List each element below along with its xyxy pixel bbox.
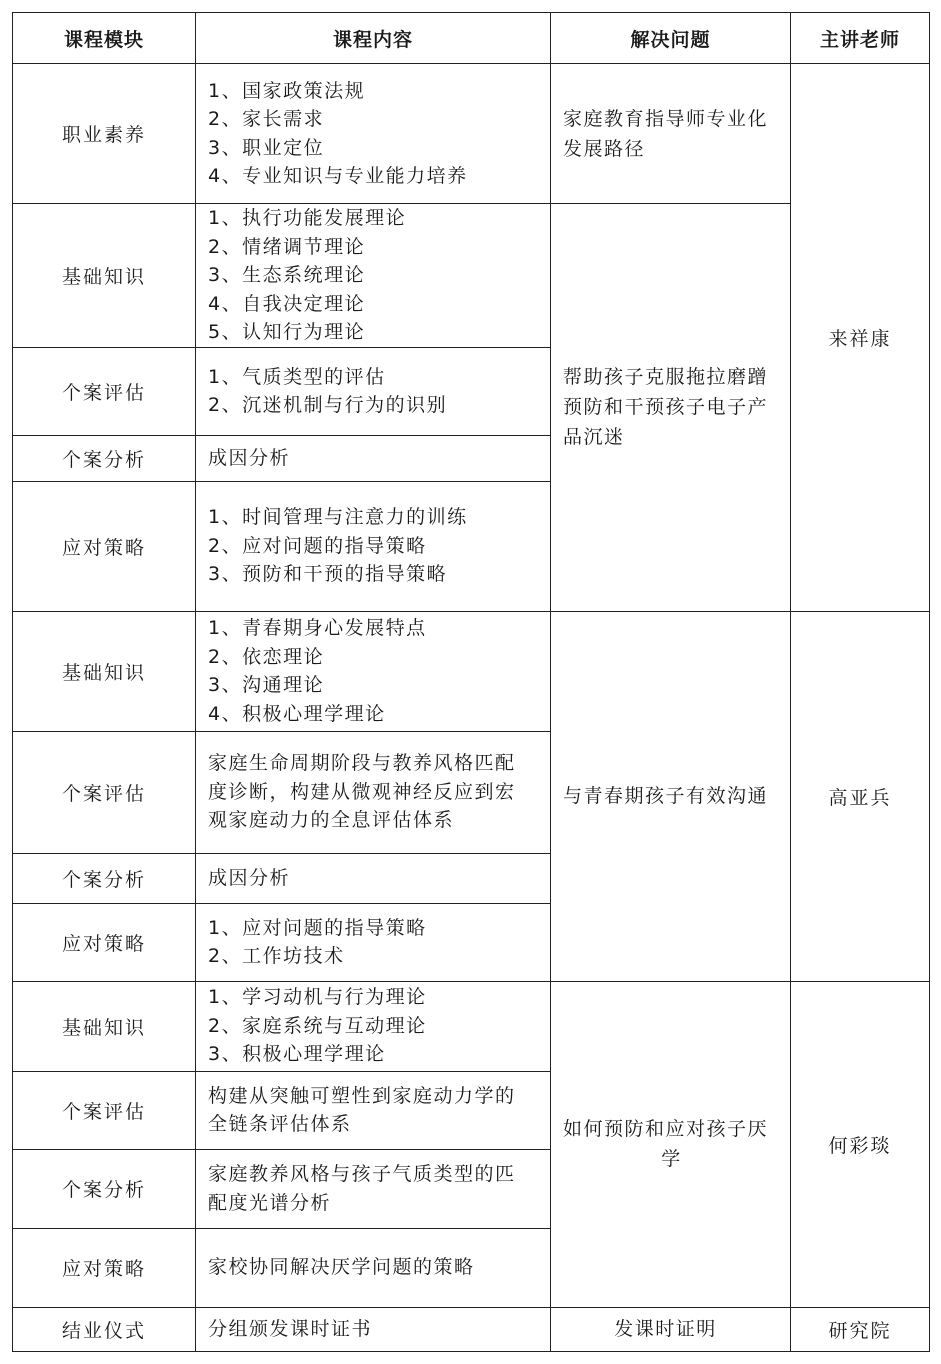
content-line: 2、情绪调节理论 [208, 235, 366, 258]
table-row [13, 611, 930, 731]
content-cell [196, 204, 551, 348]
content-line: 家庭教养风格与孩子气质类型的匹 [208, 1163, 516, 1185]
header-content: 课程内容 [196, 13, 551, 64]
content-line: 1、应对问题的指导策略 [208, 916, 427, 939]
content-line: 1、学习动机与行为理论 [208, 986, 427, 1009]
content-line: 3、预防和干预的指导策略 [208, 563, 448, 586]
teacher-cell: 高亚兵 [791, 611, 930, 981]
problem-line: 帮助孩子克服拖拉磨蹭 [563, 366, 769, 389]
problem-line: 预防和干预孩子电子产 [563, 396, 769, 419]
content-line: 2、沉迷机制与行为的识别 [208, 394, 448, 416]
header-module: 课程模块 [13, 13, 196, 64]
content-line: 3、沟通理论 [208, 674, 325, 696]
header-row [13, 13, 930, 64]
problem-line: 发课时证明 [614, 1318, 717, 1340]
table-row [13, 64, 930, 204]
course-table [12, 12, 930, 1352]
problem-cell [551, 204, 791, 612]
content-line: 成因分析 [208, 866, 291, 889]
content-line: 3、生态系统理论 [208, 264, 366, 286]
content-cell [196, 1071, 551, 1149]
module-cell: 应对策略 [13, 481, 196, 611]
problem-cell [551, 981, 791, 1307]
content-cell [196, 1149, 551, 1228]
teacher-cell: 来祥康 [791, 64, 930, 612]
content-line: 1、国家政策法规 [208, 79, 366, 102]
content-line: 家庭生命周期阶段与教养风格匹配 [208, 752, 516, 775]
content-line: 2、应对问题的指导策略 [208, 534, 427, 557]
module-cell: 应对策略 [13, 903, 196, 981]
content-line: 3、积极心理学理论 [208, 1043, 386, 1066]
content-line: 1、青春期身心发展特点 [208, 617, 427, 639]
module-cell: 个案分析 [13, 1149, 196, 1228]
problem-cell [551, 64, 791, 204]
module-cell: 应对策略 [13, 1228, 196, 1307]
content-line: 1、执行功能发展理论 [208, 207, 407, 229]
teacher-cell: 研究院 [791, 1307, 930, 1351]
content-line: 4、积极心理学理论 [208, 702, 386, 725]
module-cell: 个案评估 [13, 347, 196, 435]
content-line: 2、家庭系统与互动理论 [208, 1014, 427, 1037]
module-cell: 基础知识 [13, 981, 196, 1071]
problem-line: 学 [661, 1148, 682, 1170]
content-line: 家校协同解决厌学问题的策略 [208, 1256, 475, 1279]
content-line: 1、气质类型的评估 [208, 365, 386, 388]
problem-line: 家庭教育指导师专业化 [563, 107, 769, 130]
module-cell: 个案分析 [13, 853, 196, 903]
content-line: 2、家长需求 [208, 108, 325, 130]
module-cell: 个案分析 [13, 435, 196, 481]
content-cell [196, 611, 551, 731]
content-line: 构建从突触可塑性到家庭动力学的 [208, 1084, 516, 1107]
table-row [13, 981, 930, 1071]
module-cell: 个案评估 [13, 1071, 196, 1149]
problem-cell [551, 1307, 791, 1351]
module-cell: 结业仪式 [13, 1307, 196, 1351]
teacher-cell: 何彩琰 [791, 981, 930, 1307]
table-row [13, 1307, 930, 1351]
content-line: 配度光谱分析 [208, 1191, 332, 1214]
content-line: 度诊断，构建从微观神经反应到宏 [208, 780, 516, 803]
module-cell: 个案评估 [13, 731, 196, 853]
content-line: 成因分析 [208, 446, 291, 469]
problem-line: 与青春期孩子有效沟通 [563, 785, 769, 807]
problem-line: 品沉迷 [563, 426, 625, 449]
content-cell [196, 731, 551, 853]
content-cell [196, 64, 551, 204]
content-cell [196, 1307, 551, 1351]
module-cell: 基础知识 [13, 204, 196, 348]
header-teacher: 主讲老师 [791, 13, 930, 64]
content-cell [196, 435, 551, 481]
content-cell [196, 481, 551, 611]
content-line: 4、专业知识与专业能力培养 [208, 165, 468, 187]
content-line: 观家庭动力的全息评估体系 [208, 809, 455, 832]
content-cell [196, 1228, 551, 1307]
problem-cell [551, 611, 791, 981]
content-cell [196, 347, 551, 435]
content-line: 2、工作坊技术 [208, 945, 345, 967]
problem-line: 如何预防和应对孩子厌 [563, 1118, 769, 1140]
content-line: 5、认知行为理论 [208, 321, 366, 343]
content-cell [196, 903, 551, 981]
content-line: 4、自我决定理论 [208, 292, 366, 315]
content-cell [196, 981, 551, 1071]
problem-line: 发展路径 [563, 137, 646, 160]
content-line: 全链条评估体系 [208, 1113, 352, 1135]
content-line: 分组颁发课时证书 [208, 1317, 373, 1340]
content-cell [196, 853, 551, 903]
header-problem: 解决问题 [551, 13, 791, 64]
module-cell: 基础知识 [13, 611, 196, 731]
content-line: 2、依恋理论 [208, 645, 325, 668]
content-line: 3、职业定位 [208, 136, 325, 159]
content-line: 1、时间管理与注意力的训练 [208, 506, 468, 529]
module-cell: 职业素养 [13, 64, 196, 204]
